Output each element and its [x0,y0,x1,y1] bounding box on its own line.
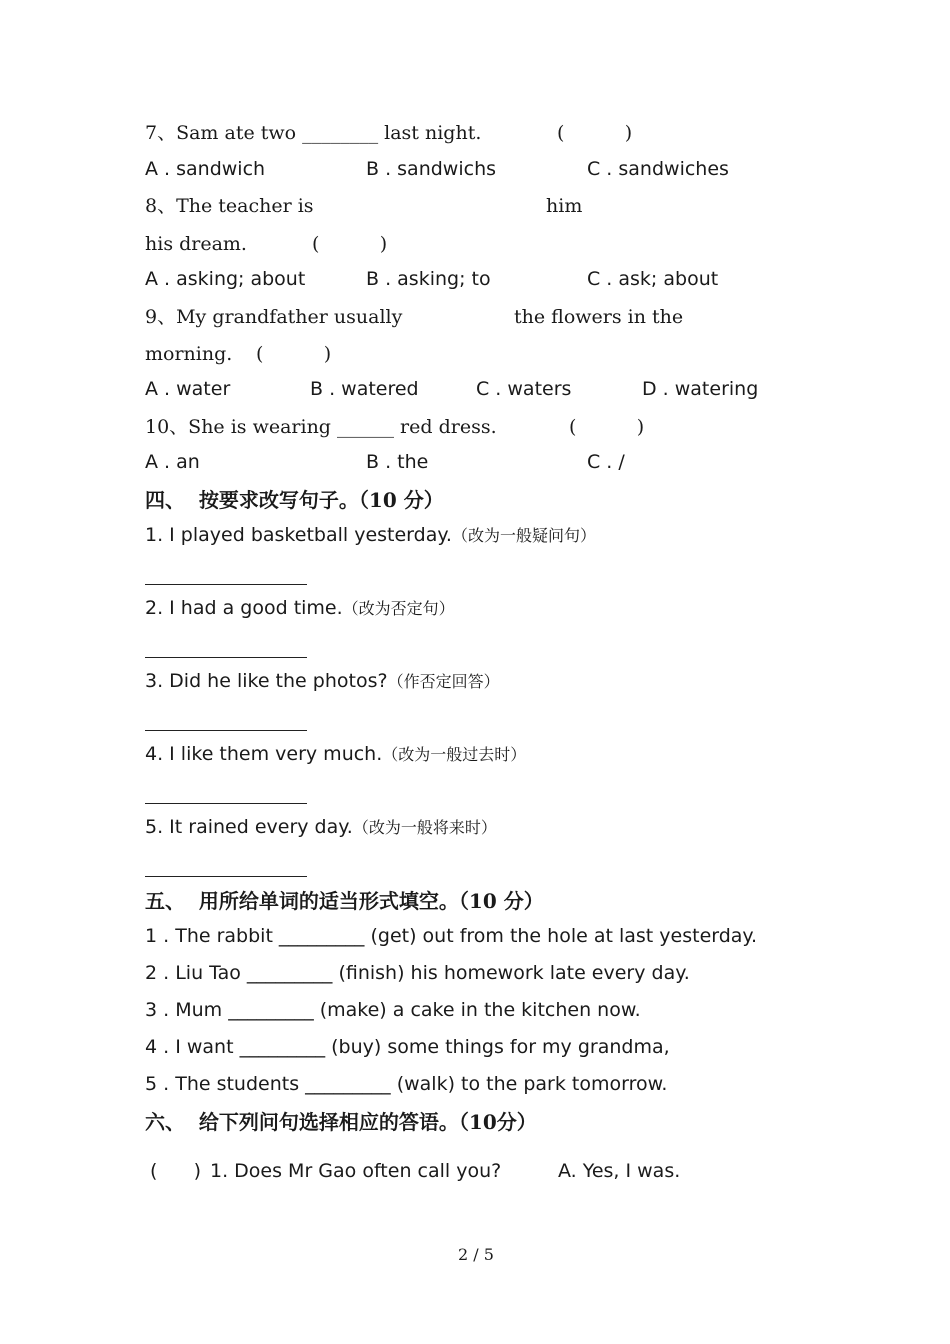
q9-option-c: C . waters [476,378,572,400]
q8-option-c: C . ask; about [587,268,719,290]
rewrite-item-4-text: 4. I like them very much. [145,743,383,765]
fill-item-3: 3 . Mum _________ (make) a cake in the kitchen now. [145,999,641,1021]
q9-option-d: D . watering [642,378,759,400]
match-answer-a: A. Yes, I was. [558,1160,681,1182]
answer-line-2 [145,657,307,658]
q9-option-a: A . water [145,378,231,400]
q9-stem-part2: the flowers in the [514,306,684,328]
q10-option-b: B . the [366,451,429,473]
q8-stem-part1: 8、The teacher is [145,195,314,217]
match-q1-paren: ( ) [150,1160,202,1182]
fill-item-4: 4 . I want _________ (buy) some things for my grandma, [145,1036,670,1058]
q10-answer-paren: ( ) [569,416,645,438]
rewrite-item-3-hint: （作否定回答） [387,672,500,691]
q7-option-b: B . sandwichs [366,158,497,180]
q8-option-b: B . asking; to [366,268,491,290]
rewrite-item-2-hint: （改为否定句） [342,599,455,618]
match-q1-question: 1. Does Mr Gao often call you? [210,1160,502,1182]
q9-stem-part1: 9、My grandfather usually [145,306,403,328]
q8-answer-paren: ( ) [312,233,388,255]
rewrite-item-5-hint: （改为一般将来时） [352,818,497,837]
q10-option-a: A . an [145,451,200,473]
q7-stem: 7、Sam ate two ________ last night. [145,122,482,144]
rewrite-item-3-text: 3. Did he like the photos? [145,670,388,692]
section-4-heading: 四、 按要求改写句子。（10 分） [145,488,444,512]
rewrite-item-1-text: 1. I played basketball yesterday. [145,524,452,546]
answer-line-5 [145,876,307,877]
q10-option-c: C . / [587,451,625,473]
rewrite-item-2-text: 2. I had a good time. [145,597,343,619]
rewrite-item-2 [145,599,455,618]
q7-answer-paren: ( ) [557,122,633,144]
section-5-heading: 五、 用所给单词的适当形式填空。（10 分） [145,889,544,913]
q7-option-a: A . sandwich [145,158,266,180]
q8-stem-part2: him [546,195,583,217]
rewrite-item-5 [145,818,497,837]
section-6-heading: 六、 给下列问句选择相应的答语。（10分） [145,1110,537,1134]
page-number: 2 / 5 [458,1245,494,1264]
rewrite-item-1-hint: （改为一般疑问句） [451,526,596,545]
answer-line-3 [145,730,307,731]
q10-stem: 10、She is wearing ______ red dress. [145,416,497,438]
q8-option-a: A . asking; about [145,268,306,290]
q9-answer-paren: ( ) [256,343,332,365]
rewrite-item-1 [145,526,596,545]
rewrite-item-5-text: 5. It rained every day. [145,816,353,838]
fill-item-5: 5 . The students _________ (walk) to the park tomorrow. [145,1073,668,1095]
rewrite-item-4-hint: （改为一般过去时） [382,745,527,764]
rewrite-item-4 [145,745,526,764]
answer-line-1 [145,584,307,585]
rewrite-item-3 [145,672,500,691]
fill-item-2: 2 . Liu Tao _________ (finish) his homework late every day. [145,962,690,984]
fill-item-1: 1 . The rabbit _________ (get) out from the hole at last yesterday. [145,925,758,947]
q9-option-b: B . watered [310,378,419,400]
q9-stem-part3: morning. [145,343,233,365]
answer-line-4 [145,803,307,804]
q7-option-c: C . sandwiches [587,158,729,180]
q8-stem-part3: his dream. [145,233,247,255]
